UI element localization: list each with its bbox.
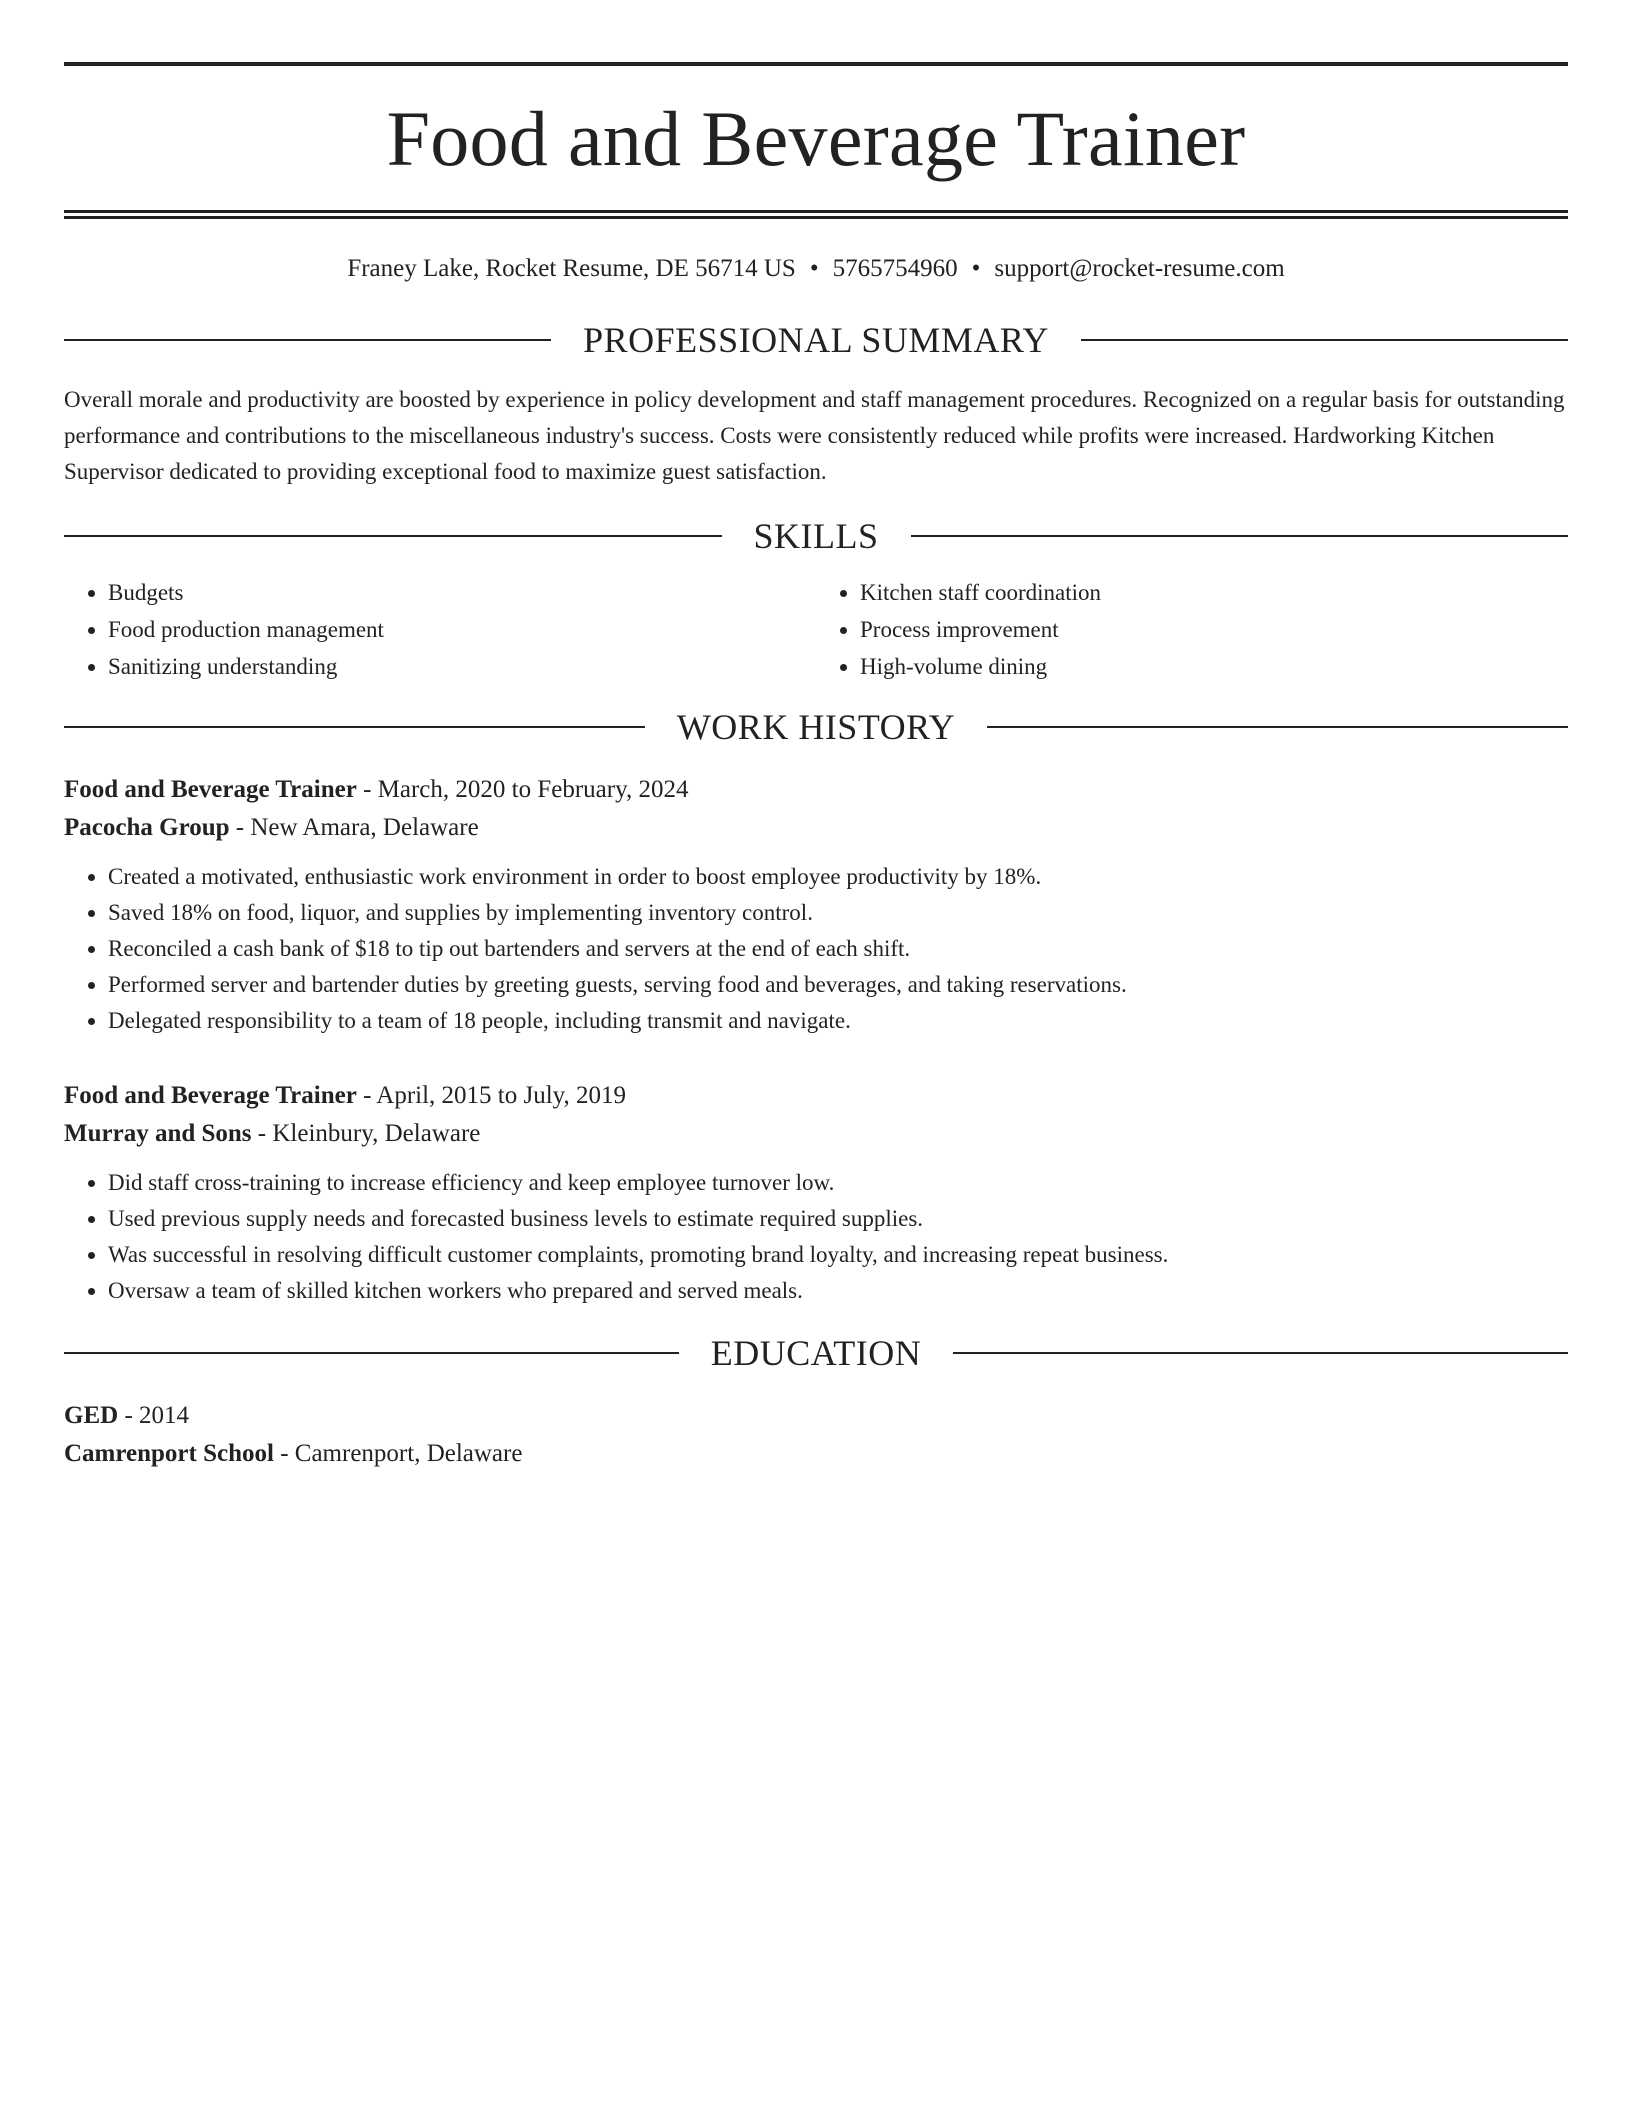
job-location: - New Amara, Delaware [229, 814, 479, 841]
divider [953, 1352, 1568, 1354]
contact-address: Franey Lake, Rocket Resume, DE 56714 US [347, 255, 796, 282]
divider [64, 339, 551, 341]
job-role-line [64, 1077, 1568, 1115]
job-bullet: • Created a motivated, enthusiastic work environment in order to boost employee productivity by 18%. [108, 859, 1568, 895]
resume-title: Food and Beverage Trainer [386, 95, 1246, 182]
skills-heading [64, 518, 1568, 554]
education-year: - 2014 [118, 1402, 190, 1429]
skill-item: • Process improvement [860, 611, 1568, 648]
contact-phone: 5765754960 [832, 255, 958, 282]
job-bullet: • Delegated responsibility to a team of 18 people, including transmit and navigate. [108, 1003, 1568, 1039]
top-rule [64, 62, 1568, 66]
skills-column-right [816, 574, 1568, 685]
job-role: Food and Beverage Trainer [64, 776, 357, 803]
divider [64, 1352, 679, 1354]
education-entry [64, 1397, 1568, 1473]
job-location: - Kleinbury, Delaware [251, 1120, 481, 1147]
contact-separator: • [971, 255, 981, 282]
job-bullets [64, 859, 1568, 1039]
section-title: SKILLS [753, 516, 879, 556]
job-bullet: • Was successful in resolving difficult customer complaints, promoting brand loyalty, and increasing repeat business. [108, 1237, 1568, 1273]
job-company: Pacocha Group [64, 814, 230, 841]
education-school-line [64, 1435, 1568, 1473]
work-heading [64, 709, 1568, 745]
job-role-line [64, 771, 1568, 809]
summary-heading [64, 322, 1568, 358]
skill-item: • Kitchen staff coordination [860, 574, 1568, 611]
job-company: Murray and Sons [64, 1120, 252, 1147]
section-title: EDUCATION [710, 1333, 922, 1373]
contact-email: support@rocket-resume.com [994, 255, 1285, 282]
job-bullet: • Used previous supply needs and forecasted business levels to estimate required supplies. [108, 1201, 1568, 1237]
skill-item: • Food production management [108, 611, 816, 648]
contact-separator: • [809, 255, 819, 282]
education-degree: GED [64, 1402, 119, 1429]
divider [64, 535, 722, 537]
section-title: WORK HISTORY [676, 707, 956, 747]
contact-line [64, 254, 1568, 284]
summary-text: Overall morale and productivity are boosted by experience in policy development and staff management procedures. Recognized on a regular basis for outstanding performance and contributions to the miscellaneous industry's success. Costs were consistently reduced while profits were increased. Hardworking Kitchen Supervisor dedicated to providing exceptional food to maximize guest satisfaction. [64, 387, 1565, 484]
skills-list [64, 574, 1568, 685]
skill-item: • Sanitizing understanding [108, 648, 816, 685]
education-location: - Camrenport, Delaware [273, 1440, 523, 1467]
job-role: Food and Beverage Trainer [64, 1082, 357, 1109]
job-entry [64, 771, 1568, 1039]
job-dates: - April, 2015 to July, 2019 [356, 1082, 627, 1109]
job-bullets [64, 1165, 1568, 1309]
divider [911, 535, 1569, 537]
job-bullet: • Performed server and bartender duties by greeting guests, serving food and beverages, and taking reservations. [108, 967, 1568, 1003]
education-degree-line [64, 1397, 1568, 1435]
double-rule [64, 210, 1568, 219]
divider [987, 726, 1568, 728]
skill-item: • High-volume dining [860, 648, 1568, 685]
job-entry [64, 1077, 1568, 1309]
section-title: PROFESSIONAL SUMMARY [583, 320, 1049, 360]
skill-item: • Budgets [108, 574, 816, 611]
education-heading [64, 1335, 1568, 1371]
job-bullet: • Saved 18% on food, liquor, and supplies by implementing inventory control. [108, 895, 1568, 931]
divider [64, 726, 645, 728]
job-bullet: • Oversaw a team of skilled kitchen workers who prepared and served meals. [108, 1273, 1568, 1309]
job-bullet: • Reconciled a cash bank of $18 to tip out bartenders and servers at the end of each shift. [108, 931, 1568, 967]
job-bullet: • Did staff cross-training to increase efficiency and keep employee turnover low. [108, 1165, 1568, 1201]
divider [1081, 339, 1568, 341]
job-company-line [64, 809, 1568, 847]
education-school: Camrenport School [64, 1440, 274, 1467]
job-dates: - March, 2020 to February, 2024 [356, 776, 689, 803]
job-company-line [64, 1115, 1568, 1153]
skills-column-left [64, 574, 816, 685]
